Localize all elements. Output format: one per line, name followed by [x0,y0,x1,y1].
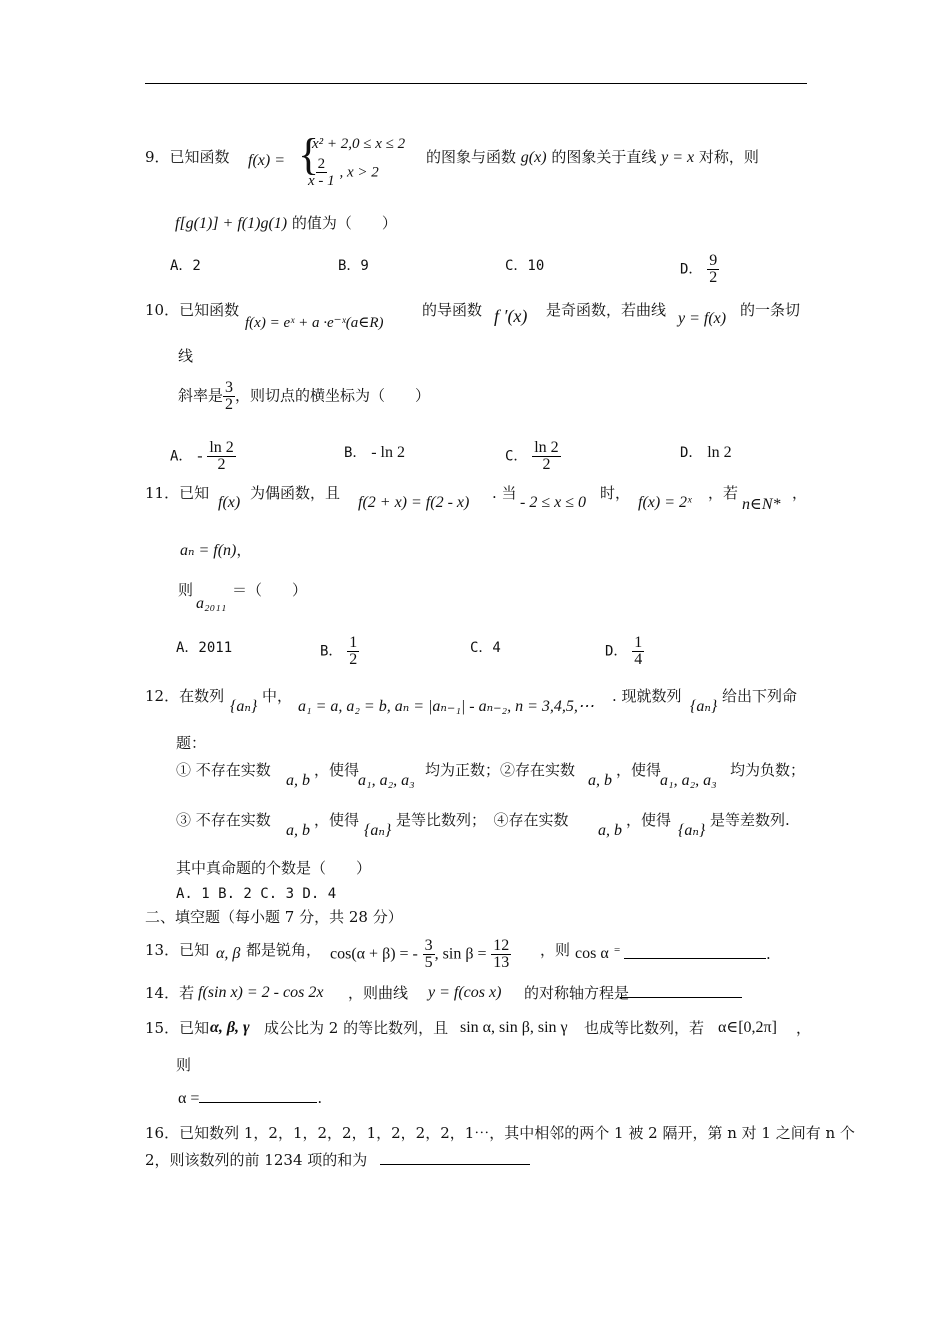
q13-sin-pre: , sin β = [434,945,487,963]
q13-num: 13．已知 [145,941,210,959]
q12-t2: . 现就数列 [612,687,682,705]
q10-option-a-num: ln 2 [209,439,234,456]
q10-option-d[interactable] [680,442,732,463]
q12-p2c: 均为负数； [730,761,806,779]
q11-option-b[interactable] [320,635,359,668]
q13-answer-blank[interactable] [624,944,766,964]
q15-wrap: 则 [176,1056,192,1074]
q9-case1: x² + 2,0 ≤ x ≤ 2 [312,136,406,152]
q11-t5: ， [792,484,808,502]
q11-t6: ， [236,541,252,559]
q12-seq-4: {aₙ} [678,822,706,839]
q11-option-b-den: 2 [349,651,358,668]
q14-num: 14．若 [145,984,195,1002]
q10-option-c-num: ln 2 [534,439,559,456]
q10-option-b[interactable] [344,442,405,463]
q9-option-d-label: D． [680,261,703,278]
q9-mid2: 的图象关于直线 [551,148,657,166]
q10-option-c-den: 2 [542,456,551,473]
q12-seq-3: {aₙ} [364,822,392,839]
q9-option-c[interactable]: C．10 [505,258,545,274]
q11-option-d[interactable] [605,635,644,668]
q9-expr-line [175,213,397,234]
q12-a123-1: a₁, a₂, a₃ [358,772,415,789]
q10-slope-line [178,380,430,413]
q10-fprime: f ′(x) [494,306,528,326]
q12-options[interactable]: A. 1 B. 2 C. 3 D. 4 [176,886,337,902]
q11-option-a[interactable]: A．2011 [176,640,233,656]
q10-option-c-label: C． [505,448,528,465]
q11-ask-pre: 则 [178,581,194,599]
q15-t1: 成公比为 2 的等比数列，且 [264,1019,449,1037]
q11-ask-var: a₂₀₁₁ [196,595,227,612]
q11-option-b-num: 1 [349,634,358,651]
q14-answer-blank[interactable] [620,983,742,1003]
q9-fx: f(x) = [248,152,285,169]
q13-expr [330,938,511,971]
q9-number: 9．已知函数 [145,148,230,166]
q12-p2b: ，使得 [616,761,662,779]
q13-n2: 12 [493,937,510,954]
q11-option-d-den: 4 [634,651,643,668]
piecewise-brace: { [298,130,320,179]
q11-option-c[interactable]: C．4 [470,640,501,656]
q12-seq: {aₙ} [230,698,258,715]
q12-p3b: ，使得 [314,811,360,829]
q11-def: f(x) = 2ˣ [638,494,692,511]
q9-gx: g(x) [520,149,547,166]
q9-expr: f[g(1)] + f(1)g(1) [175,215,288,232]
q11-nset: n∈N* [742,496,781,513]
q9-end: 对称，则 [698,148,759,166]
q15-num: 15．已知 [145,1019,210,1037]
q9-case2-den: x - 1 [308,173,335,189]
q11-an: aₙ = f(n) [180,542,237,559]
q12-num: 12．在数列 [145,687,225,705]
q16-line2 [145,1150,530,1170]
q9-stem [145,147,230,167]
q10-option-a[interactable] [170,440,236,473]
q12-p3a: ③ 不存在实数 [176,811,271,829]
q10-curve: y = f(x) [678,310,727,327]
q9-expr-tail: 的值为（ ） [291,214,397,232]
q15-t3: ， [796,1019,812,1037]
q10-slope-num: 3 [225,379,234,396]
q9-line: y = x [661,149,695,166]
q12-t3: 给出下列命 [722,687,798,705]
q9-option-d-num: 9 [709,252,718,269]
q13-d1: 5 [424,954,433,971]
q9-text1 [426,147,759,168]
q12-wrap: 题： [176,734,207,752]
q12-seq-2: {aₙ} [690,698,718,715]
q10-option-b-label: B． [344,445,367,461]
q15-answer-line [178,1088,322,1109]
q10-slope-den: 2 [225,396,234,413]
q15-range: α∈[0,2π] [718,1019,777,1036]
q11-option-d-num: 1 [634,634,643,651]
q16-line2-text: 2，则该数列的前 1234 项的和为 [145,1151,368,1169]
q12-p4b: ，使得 [626,811,672,829]
q10-option-d-label: D． [680,445,703,461]
q10-option-d-text: ln 2 [707,444,732,461]
q11-t1: 为偶函数，且 [250,484,341,502]
q15-sins: sin α, sin β, sin γ [460,1019,568,1036]
q11-t4: ，若 [708,484,739,502]
q10-end: 的一条切 [740,301,801,319]
q12-ab-3: a, b [286,822,310,839]
q12-ask: 其中真命题的个数是（ ） [176,859,372,877]
q12-ab-4: a, b [598,822,622,839]
q13-d2: 13 [493,954,510,971]
q12-t1: 中， [262,687,293,705]
q12-a123-2: a₁, a₂, a₃ [660,772,717,789]
q14-t2: 的对称轴方程是 [524,984,630,1002]
q10-option-a-sign: - [197,447,203,465]
q14-eq: f(sin x) = 2 - cos 2x [198,984,324,1001]
q12-ab-2: a, b [588,772,612,789]
q13-cos-pre: cos(α + β) = - [330,945,418,963]
q12-p1b: ，使得 [314,761,360,779]
q10-mid2: 是奇函数，若曲线 [546,301,667,319]
q10-mid1: 的导函数 [422,301,483,319]
q11-fx: f(x) [218,494,241,511]
q13-eq: = [614,944,621,956]
q9-option-a[interactable]: A．2 [170,258,201,274]
q11-an-line [180,540,251,561]
q10-fx: f(x) = eˣ + a ·e⁻ˣ(a∈R) [245,315,384,331]
q9-case2-num: 2 [317,156,326,172]
q15-abg: α, β, γ [210,1019,250,1036]
q10-slope-post: ，则切点的横坐标为（ ） [235,386,431,405]
q14-curve: y = f(cos x) [428,984,502,1001]
q11-eq: f(2 + x) = f(2 - x) [358,494,470,511]
q10-wrap: 线 [178,347,194,365]
q11-t3: 时， [600,484,631,502]
q12-ab-1: a, b [286,772,310,789]
q13-n1: 3 [424,937,433,954]
q10-option-a-den: 2 [217,456,226,473]
q9-mid1: 的图象与函数 [426,148,517,166]
q15-end: . [317,1089,323,1107]
q12-p1a: ① 不存在实数 [176,761,271,779]
q12-p3c: 是等比数列； ④存在实数 [396,811,569,829]
section-heading: 二、填空题（每小题 7 分，共 28 分） [145,908,403,926]
q11-num: 11．已知 [145,484,210,502]
q11-option-d-label: D． [605,643,628,660]
q9-case2 [308,156,379,189]
q13-t2: ，则 [540,941,571,959]
q13-end: . [766,945,771,963]
q11-ask-post: ＝（ ） [232,581,308,599]
q9-option-d-den: 2 [709,269,718,286]
q13-t1: 都是锐角， [246,941,322,959]
q12-p1c: 均为正数；②存在实数 [425,761,576,779]
q10-option-c[interactable] [505,440,561,473]
header-rule [145,83,807,84]
q16-line1: 16．已知数列 1，2，1，2，2，1，2，2，2，1⋯，其中相邻的两个 1 被 2 隔开，第 n 对 1 之间有 n 个 [145,1124,855,1142]
q11-option-b-label: B． [320,643,343,660]
q13-cos: cos α [575,945,609,962]
q16-answer-blank[interactable] [380,1150,530,1165]
q11-t2: . 当 [492,484,517,502]
q9-case2-cond: , x > 2 [339,164,379,181]
q9-option-d[interactable] [680,253,719,286]
q10-option-a-label: A． [170,448,193,465]
q10-num: 10．已知函数 [145,301,240,319]
q15-t2: 也成等比数列，若 [584,1019,705,1037]
q10-option-b-text: - ln 2 [371,444,405,461]
q12-rec: a₁ = a, a₂ = b, aₙ = |aₙ₋₁| - aₙ₋₂, n = 3,4,5,⋯ [298,698,594,715]
q15-answer-blank[interactable] [199,1088,317,1103]
q13-ab: α, β [216,945,241,962]
q15-alpha: α = [178,1090,200,1107]
q9-option-b[interactable]: B．9 [338,258,369,274]
q12-p4c: 是等差数列. [710,811,790,829]
q10-slope-pre: 斜率是 [178,386,224,405]
q14-t1: ，则曲线 [348,984,409,1002]
q11-range: - 2 ≤ x ≤ 0 [520,494,586,511]
